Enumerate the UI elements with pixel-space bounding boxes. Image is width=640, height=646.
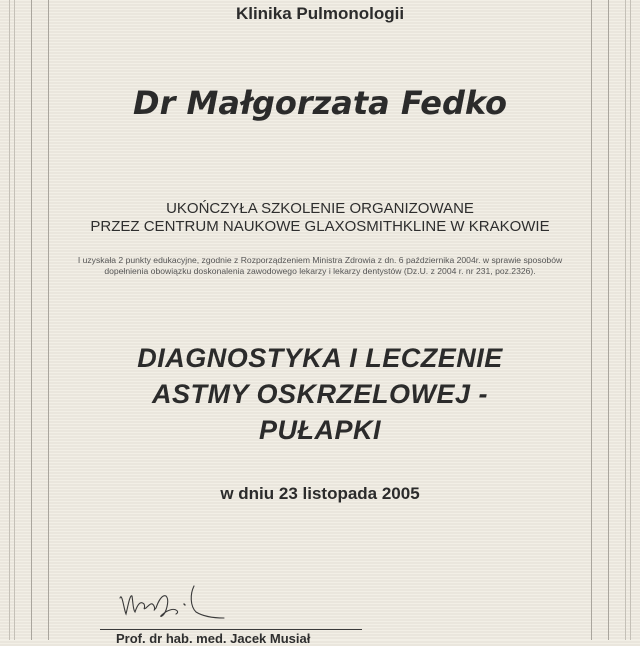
credits-line-2: dopełnienia obowiązku doskonalenia zawodowego lekarzy i lekarzy dentystów (Dz.U. z 2004 r. nr 231, poz.2326). — [104, 266, 536, 276]
recipient-name: Dr Małgorzata Fedko — [133, 84, 507, 122]
course-title-line-3: PUŁAPKI — [258, 415, 381, 445]
signer-name: Prof. dr hab. med. Jacek Musiał — [116, 631, 311, 646]
completion-statement — [0, 200, 640, 236]
completion-line-1: UKOŃCZYŁA SZKOLENIE ORGANIZOWANE — [166, 200, 474, 217]
signature-line — [100, 629, 362, 630]
course-title-line-2: ASTMY OSKRZELOWEJ - — [151, 379, 489, 409]
clinic-name: Klinika Pulmonologii — [235, 4, 405, 23]
handwritten-signature — [118, 584, 228, 624]
completion-line-2: PRZEZ CENTRUM NAUKOWE GLAXOSMITHKLINE W KRAKOWIE — [90, 218, 550, 235]
credits-statement — [50, 255, 590, 277]
course-title — [0, 340, 640, 448]
course-date: w dniu 23 listopada 2005 — [220, 484, 420, 503]
credits-line-1: I uzyskała 2 punkty edukacyjne, zgodnie z Rozporządzeniem Ministra Zdrowia z dn. 6 października 2004r. w sprawie sposobów — [77, 255, 563, 265]
course-title-line-1: DIAGNOSTYKA I LECZENIE — [137, 343, 503, 373]
